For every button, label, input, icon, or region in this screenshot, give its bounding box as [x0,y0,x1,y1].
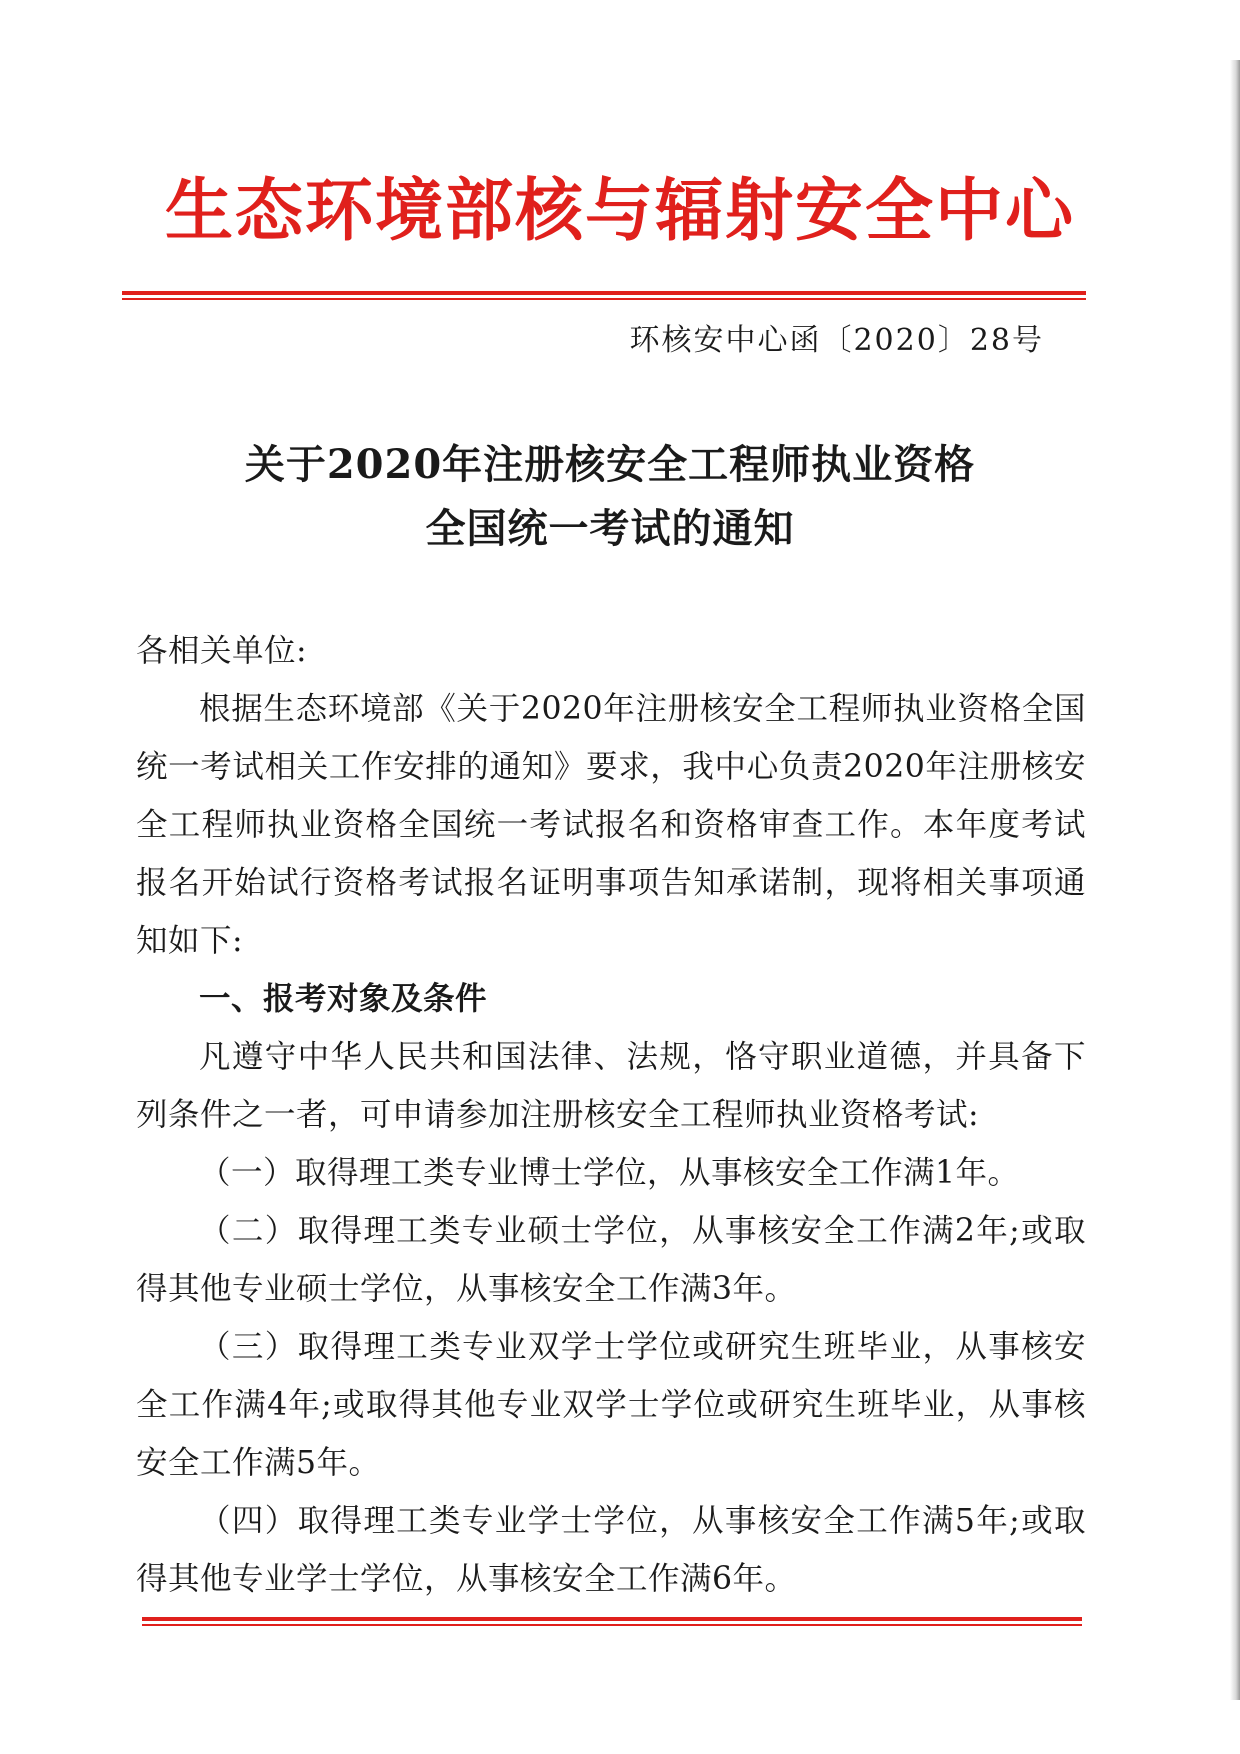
title-line-1: 关于2020年注册核安全工程师执业资格 [244,441,976,488]
document-title [140,433,1080,561]
footer-red-rule [142,1617,1082,1626]
condition-item-1: （一）取得理工类专业博士学位，从事核安全工作满1年。 [199,1155,1020,1191]
document-body [136,622,1086,1608]
section-1-intro: 凡遵守中华人民共和国法律、法规，恪守职业道德，并具备下列条件之一者，可申请参加注册核安全工程师执业资格考试: [136,1039,1086,1133]
salutation: 各相关单位: [136,633,308,669]
condition-item-4: （四）取得理工类专业学士学位，从事核安全工作满5年;或取得其他专业学士学位，从事核安全工作满6年。 [136,1503,1086,1597]
intro-paragraph: 根据生态环境部《关于2020年注册核安全工程师执业资格全国统一考试相关工作安排的通知》要求，我中心负责2020年注册核安全工程师执业资格全国统一考试报名和资格审查工作。本年度考试报名开始试行资格考试报名证明事项告知承诺制，现将相关事项通知如下: [136,691,1086,959]
scan-edge-shadow [1230,60,1240,1700]
condition-item-3: （三）取得理工类专业双学士学位或研究生班毕业，从事核安全工作满4年;或取得其他专业双学士学位或研究生班毕业，从事核安全工作满5年。 [136,1329,1086,1481]
header-red-rule [122,291,1086,300]
title-line-2: 全国统一考试的通知 [425,505,795,552]
document-number: 环核安中心函〔2020〕28号 [629,323,1044,358]
condition-item-2: （二）取得理工类专业硕士学位，从事核安全工作满2年;或取得其他专业硕士学位，从事核安全工作满3年。 [136,1213,1086,1307]
section-heading-1: 一、报考对象及条件 [199,981,488,1017]
organization-header: 生态环境部核与辐射安全中心 [164,172,1075,251]
